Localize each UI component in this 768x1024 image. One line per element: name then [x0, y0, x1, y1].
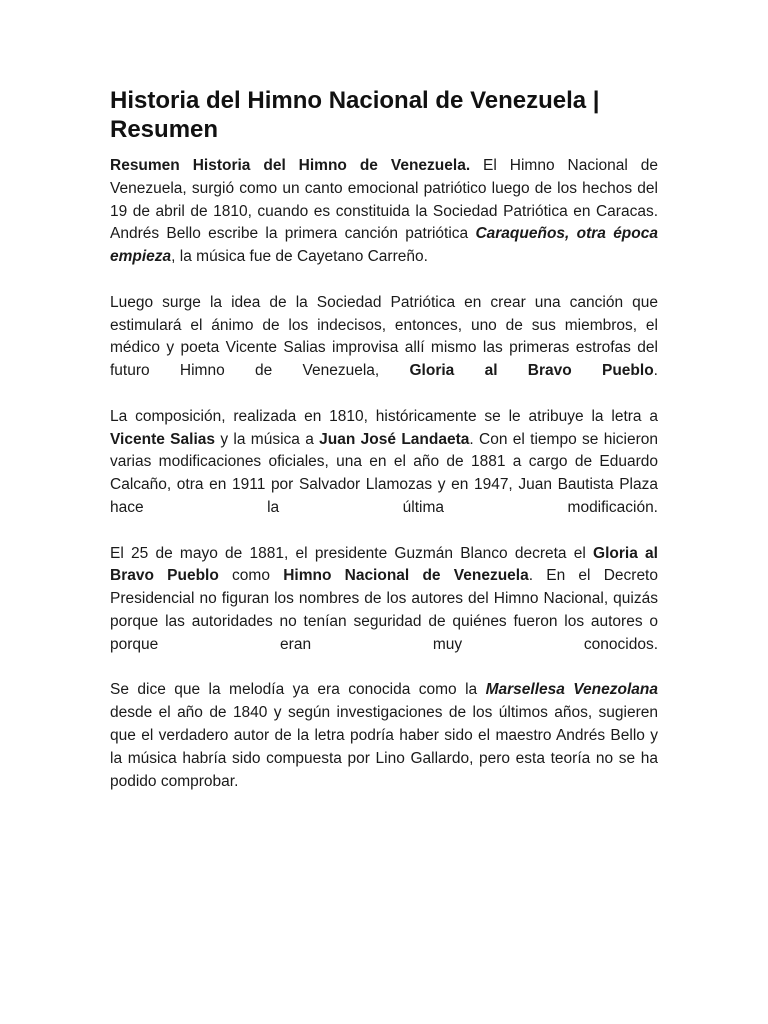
paragraph-3-text-a: La composición, realizada en 1810, históricamente se le atribuye la letra a [110, 407, 658, 425]
paragraph-4-text-c: . En el Decreto Presidencial no figuran los nombres de los autores del Himno Nacional, quizás porque las autoridades no tenían seguridad de quiénes fueron los autores o porque eran muy conocidos. [110, 567, 658, 653]
document-title: Historia del Himno Nacional de Venezuela | Resumen [110, 87, 600, 143]
paragraph-3 [110, 406, 658, 520]
paragraph-2-text-a: Luego surge la idea de la Sociedad Patriótica en crear una canción que estimulará el ánimo de los indecisos, entonces, uno de sus miembros, el médico y poeta Vicente Salias improvisa allí mismo las primeras estrofas del futuro Himno de Venezuela, [110, 293, 658, 380]
song-title-gloria-decree: Gloria al Bravo Pueblo [110, 544, 658, 585]
paragraph-5-text-b: desde el año de 1840 y según investigaciones de los últimos años, sugieren que el verdadero autor de la letra podría haber sido el maestro Andrés Bello y la música habría sido compuesta por Lino Gallardo, pero esta teoría no se ha podido comprobar. [110, 704, 658, 790]
song-title-gloria: Gloria al Bravo Pueblo [409, 362, 654, 380]
anthem-name: Himno Nacional de Venezuela [283, 567, 529, 585]
paragraph-1 [110, 155, 658, 269]
paragraph-4-text-a: El 25 de mayo de 1881, el presidente Guzmán Blanco decreta el [110, 544, 594, 562]
paragraph-1-text-a: El Himno Nacional de Venezuela, surgió como un canto emocional patriótico luego de los hechos del 19 de abril de 1810, cuando es constituida la Sociedad Patriótica en Caracas. Andrés Bello escribe la primera canción patriótica [110, 157, 658, 243]
paragraph-5-text-a: Se dice que la melodía ya era conocida como la [110, 681, 486, 699]
paragraph-4-text-b: como [218, 567, 284, 585]
paragraph-3-text-b: y la música a [215, 430, 320, 448]
paragraph-2-text-b: . [653, 362, 658, 380]
song-title-caraquenos: Caraqueños, otra época empieza [110, 225, 658, 266]
paragraph-spacer [110, 520, 658, 543]
author-vicente-salias: Vicente Salias [110, 430, 215, 448]
paragraph-spacer [110, 269, 658, 292]
paragraph-spacer [110, 657, 658, 680]
paragraph-spacer [110, 383, 658, 406]
document-page [110, 86, 658, 793]
melody-name-marsellesa: Marsellesa Venezolana [485, 681, 658, 699]
paragraph-1-text-b: , la música fue de Cayetano Carreño. [171, 248, 428, 266]
summary-heading: Resumen Historia del Himno de Venezuela. [110, 157, 471, 174]
paragraph-2 [110, 292, 658, 383]
author-juan-jose-landaeta: Juan José Landaeta [319, 430, 470, 448]
paragraph-5 [110, 679, 658, 793]
paragraph-3-text-c: . Con el tiempo se hicieron varias modificaciones oficiales, una en el año de 1881 a cargo de Eduardo Calcaño, otra en 1911 por Salvador Llamozas y en 1947, Juan Bautista Plaza hace la última modificación. [110, 430, 659, 516]
paragraph-4 [110, 543, 658, 657]
